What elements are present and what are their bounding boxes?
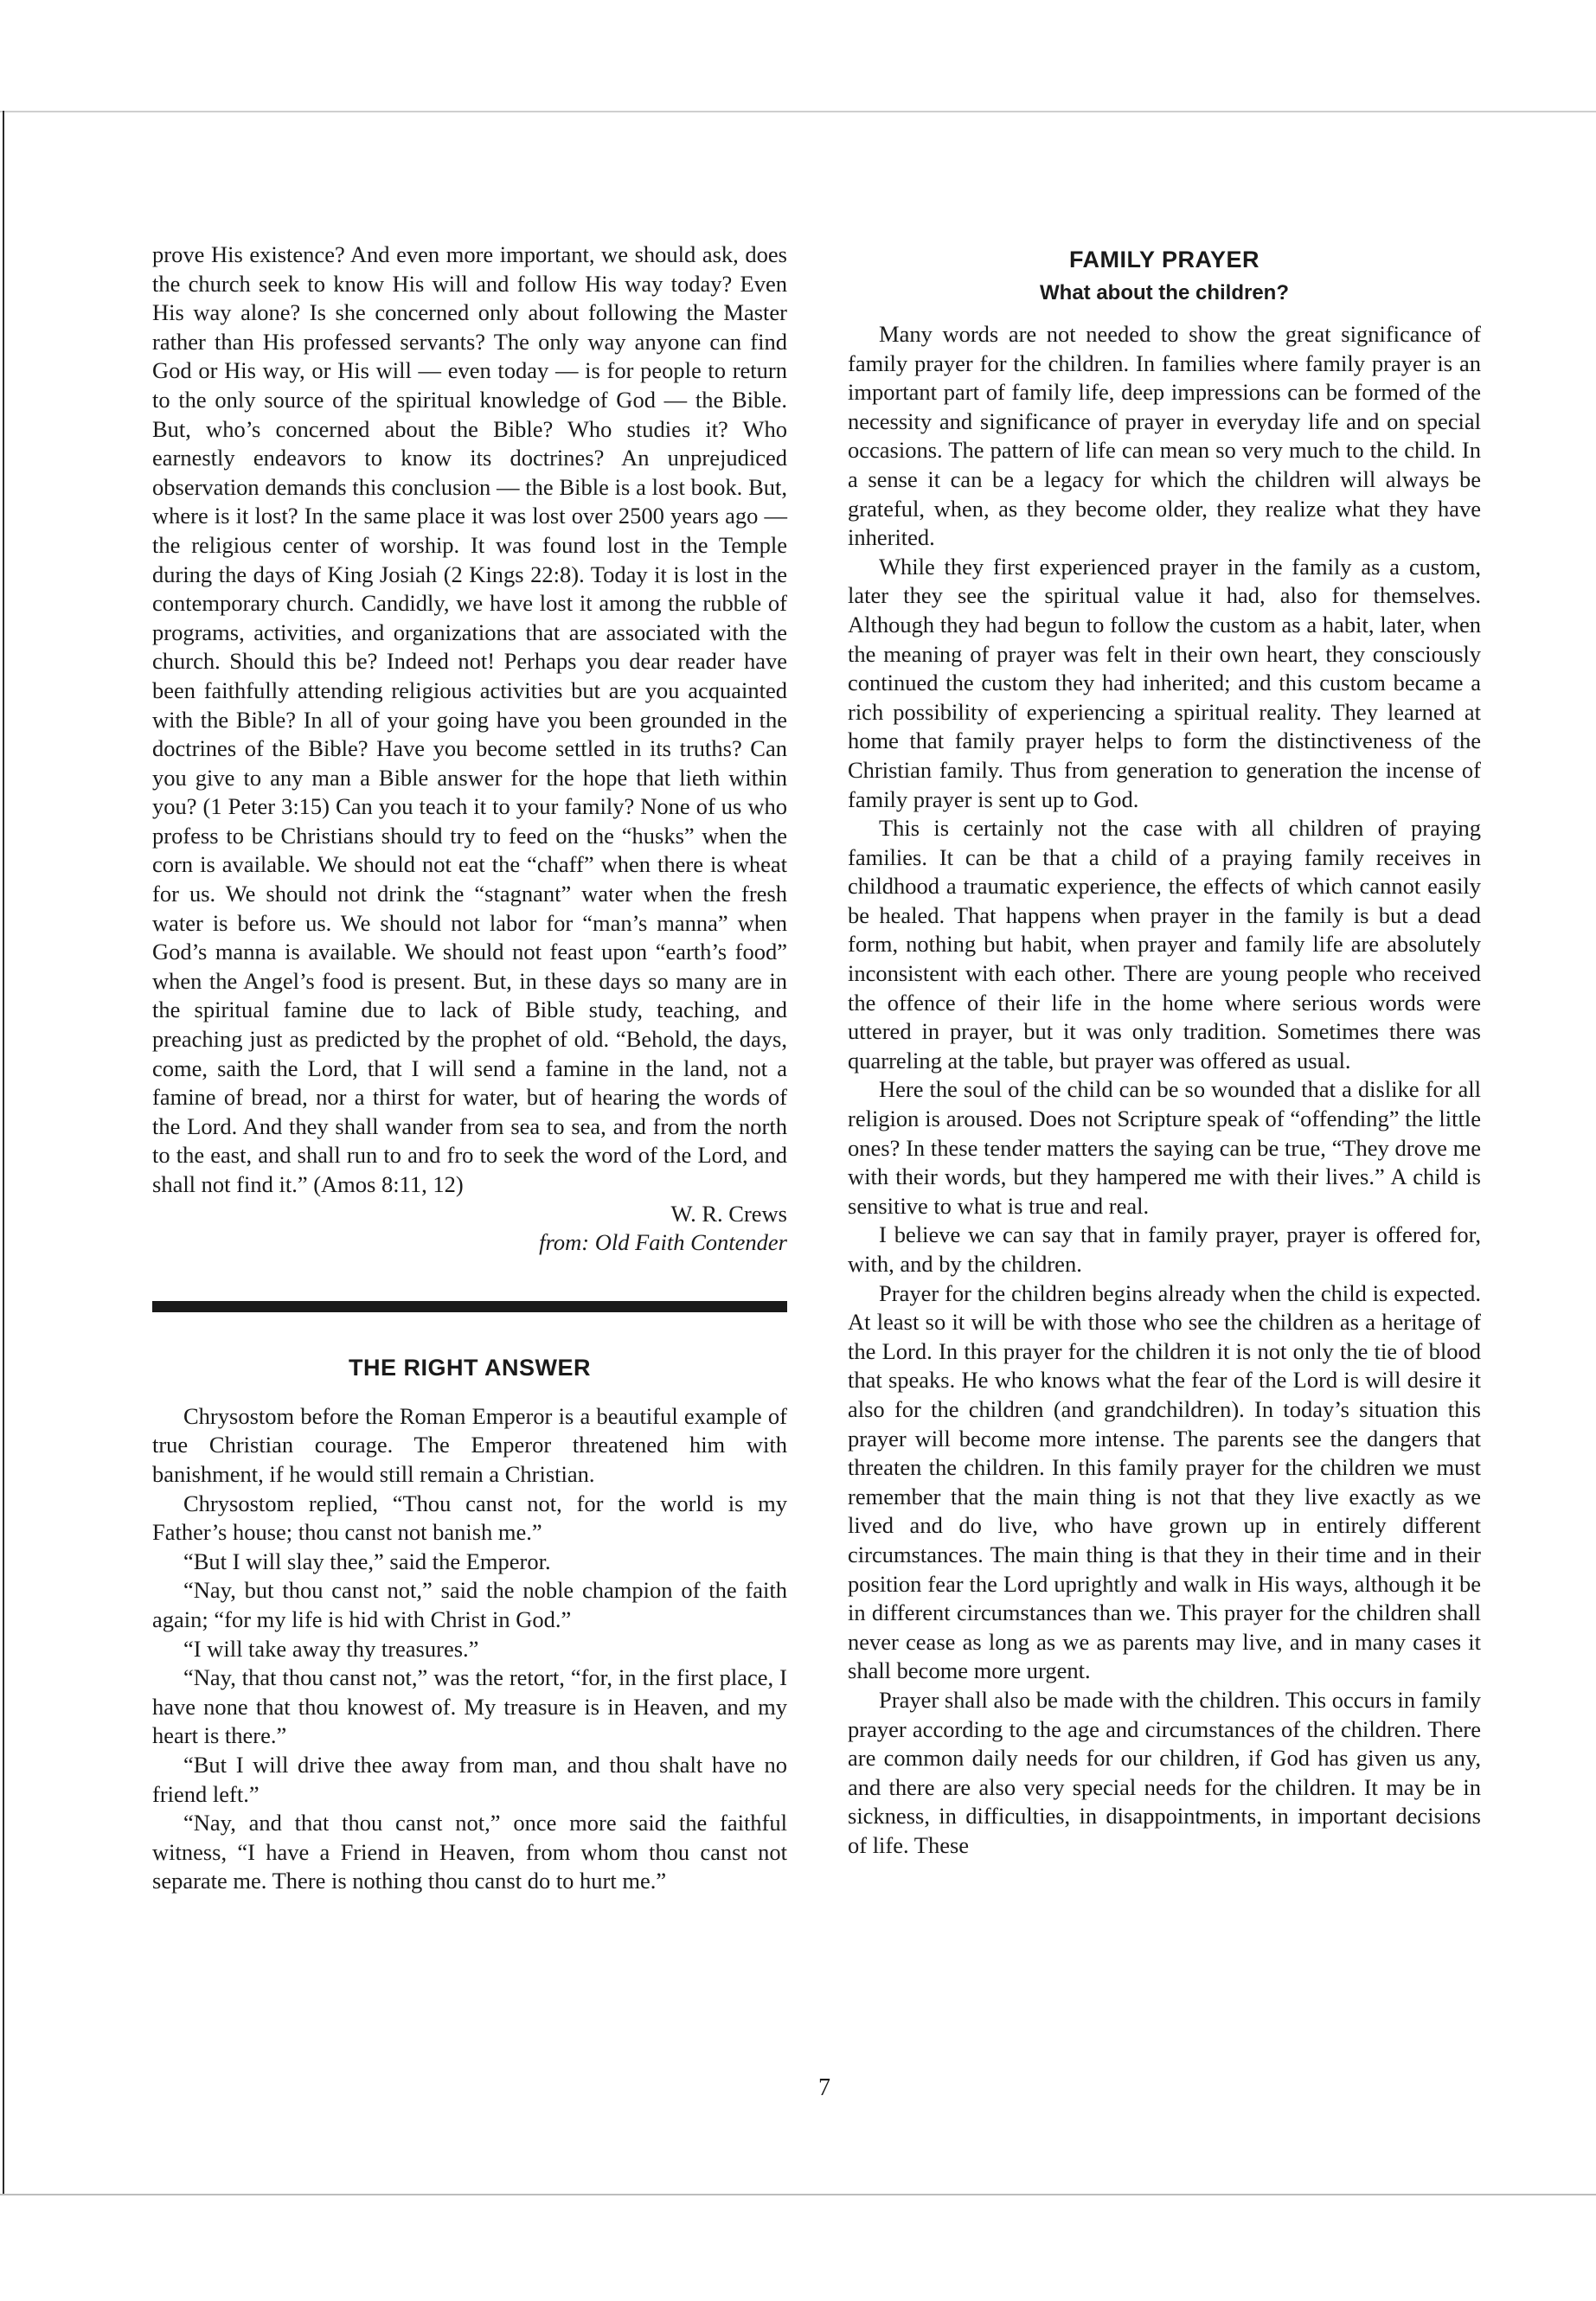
article-source-title: Old Faith Contender (594, 1229, 787, 1256)
page-left-edge (3, 111, 4, 2195)
family-prayer-heading: FAMILY PRAYER (1068, 247, 1260, 272)
page-number: 7 (818, 2074, 830, 2101)
page-bottom-edge (0, 2194, 1596, 2195)
section-divider (152, 1301, 787, 1312)
right-answer-paragraph: “Nay, and that thou canst not,” once more said the faithful witness, “I have a Friend in Heaven, from whom thou canst not separate me. There is nothing thou canst do to hurt me.” (152, 1810, 787, 1894)
continued-article-text: prove His existence? And even more important, we should ask, does the church seek to know His will and follow His way today? Even His way alone? Is she concerned only about following the Master rather than His professed servants? The only way anyone can find God or His way, or His will — even today — is for people to return to the only source of the spiritual knowledge of God — the Bible. But, who’s concerned about the Bible? Who studies it? Who earnestly endeavors to know its doctrines? An unprejudiced observation demands this conclusion — the Bible is a lost book. But, where is it lost? In the same place it was lost over 2500 years ago — the religious center of worship. It was found lost in the Temple during the days of King Josiah (2 Kings 22:8). Today it is lost in the contemporary church. Candidly, we have lost it among the rubble of programs, activities, and organizations that are associated with the church. Should this be? Indeed not! Perhaps you dear reader have been faithfully attending religious activities but are you acquainted with the Bible? In all of your going have you been grounded in the doctrines of the Bible? Have you become settled in its truths? Can you give to any man a Bible answer for the hope that lieth within you? (1 Peter 3:15) Can you teach it to your family? None of us who profess to be Christians should try to feed on the “husks” when the corn is available. We should not eat the “chaff” when there is wheat for us. We should not drink the “stagnant” water when the fresh water is before us. We should not labor for “man’s manna” when God’s manna is available. We should not feast upon “earth’s food” when the Angel’s food is present. But, in these days so many are in the spiritual famine due to lack of Bible study, teaching, and preaching just as predicted by the prophet of old. “Behold, the days, come, saith the Lord, that I will send a famine in the land, not a famine of bread, nor a thirst for water, but of hearing the words of the Lord. And they shall wander from sea to sea, and from the north to the east, and shall run to and fro to seek the word of the Lord, and shall not find it.” (Amos 8:11, 12) (152, 241, 787, 1197)
family-prayer-paragraph: Here the soul of the child can be so wounded that a dislike for all religion is aroused. Does not Scripture speak of “offending” the little ones? In these tender matters the saying can be true, “They drove me with their words, but they hampered me with their lives.” A child is sensitive to what is true and real. (848, 1076, 1481, 1219)
right-answer-heading: THE RIGHT ANSWER (349, 1354, 591, 1381)
right-answer-paragraph: “Nay, but thou canst not,” said the noble champion of the faith again; “for my life is hid with Christ in God.” (152, 1577, 787, 1632)
right-answer-paragraph: “But I will drive thee away from man, and thou shalt have no friend left.” (152, 1751, 787, 1807)
article-source (152, 1228, 787, 1258)
right-answer-paragraph: Chrysostom before the Roman Emperor is a beautiful example of true Christian courage. The Emperor threatened him with banishment, if he would still remain a Christian. (152, 1402, 787, 1487)
family-prayer-paragraph: This is certainly not the case with all children of praying families. It can be that a child of a praying family receives in childhood a traumatic experience, the effects of which cannot easily be healed. That happens when prayer in the family is but a dead form, nothing but habit, when prayer and family life are absolutely inconsistent with each other. There are young people who received the offence of their life in the home where serious words were uttered in prayer, but it was only tradition. Sometimes there was quarreling at the table, but prayer was offered as usual. (848, 815, 1481, 1074)
family-prayer-paragraph: I believe we can say that in family prayer, prayer is offered for, with, and by the children. (848, 1221, 1481, 1277)
left-column (152, 240, 787, 1896)
family-prayer-paragraph: Many words are not needed to show the great significance of family prayer for the children. In families where family prayer is an important part of family life, deep impressions can be formed of the necessity and significance of prayer in everyday life and on special occasions. The pattern of life can mean so very much to the child. In a sense it can be a legacy for which the children will always be grateful, when, as they become older, they realize what they have inherited. (848, 321, 1481, 551)
right-column (848, 244, 1481, 1860)
family-prayer-subheading: What about the children? (1040, 281, 1289, 304)
page-top-edge (0, 111, 1596, 112)
article-author: W. R. Crews (670, 1200, 787, 1227)
right-answer-paragraph: “Nay, that thou canst not,” was the retort, “for, in the first place, I have none that thou knowest of. My treasure is in Heaven, and my heart is there.” (152, 1664, 787, 1749)
family-prayer-paragraph: Prayer for the children begins already when the child is expected. At least so it will be with those who see the children as a heritage of the Lord. In this prayer for the children it is not only the tie of blood that speaks. He who knows what the fear of the Lord is will desire it also for the children (and grandchildren). In today’s situation this prayer will become more intense. The parents see the dangers that threaten the children. In this family prayer for the children we must remember that the main thing is not that they live exactly as we lived and do live, who have grown up in entirely different circumstances. The main thing is that they in their time and in their position fear the Lord uprightly and walk in His ways, although it be in different circumstances than we. This prayer for the children shall never cease as long as we as parents may live, and in many cases it shall become more urgent. (848, 1279, 1481, 1684)
family-prayer-paragraph: While they first experienced prayer in the family as a custom, later they see the spiritual value it had, also for themselves. Although they had begun to follow the custom as a habit, later, when the meaning of prayer was felt in their own heart, they consciously continued the custom they had inherited; and this custom became a rich possibility of experiencing a spiritual reality. They learned at home that family prayer helps to form the distinctiveness of the Christian family. Thus from generation to generation the incense of family prayer is sent up to God. (848, 553, 1481, 812)
right-answer-paragraph: “I will take away thy treasures.” (183, 1635, 479, 1662)
right-answer-paragraph: Chrysostom replied, “Thou canst not, for the world is my Father’s house; thou canst not banish me.” (152, 1490, 787, 1546)
article-source-prefix: from: (539, 1229, 590, 1256)
right-answer-paragraph: “But I will slay thee,” said the Emperor. (183, 1548, 551, 1574)
family-prayer-paragraph: Prayer shall also be made with the children. This occurs in family prayer according to the age and circumstances of the children. There are common daily needs for our children, if God has given us any, and there are also very special needs for the children. It may be in sickness, in difficulties, in disappointments, in important decisions of life. These (848, 1686, 1481, 1858)
